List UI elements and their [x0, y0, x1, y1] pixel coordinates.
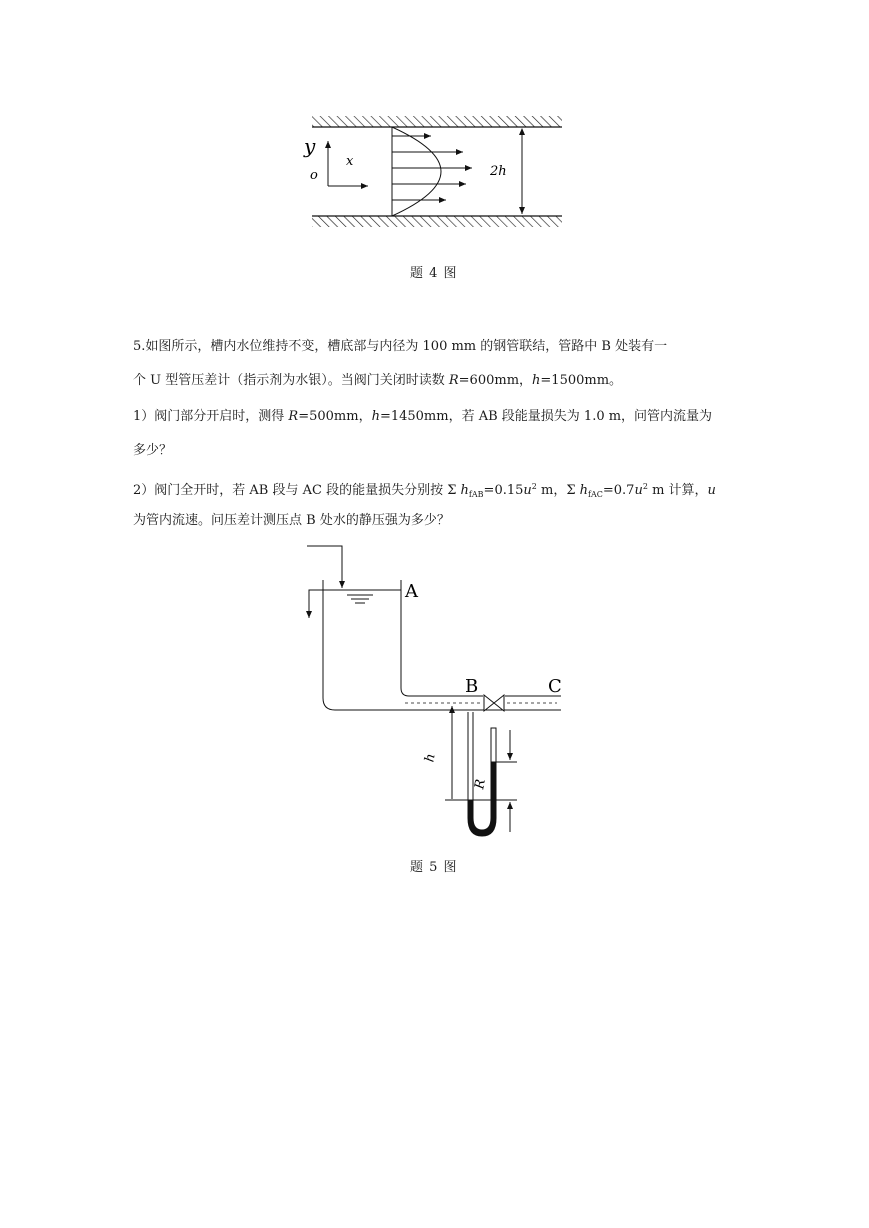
bottom-wall-hatch	[312, 216, 562, 227]
point-B-label: B	[465, 676, 479, 697]
figure-4-caption: 题 4 图	[410, 266, 458, 281]
text-run: 个 U 型管压差计（指示剂为水银）。当阀门关闭时读数	[133, 373, 449, 388]
figure-5-diagram	[295, 540, 575, 845]
text-run: =600mm，	[458, 373, 533, 388]
text-run: 1）阀门部分开启时，测得	[133, 409, 289, 424]
superscript-2: 2	[531, 482, 537, 491]
point-A-label: A	[405, 581, 418, 602]
text-run: =0.15	[483, 483, 524, 498]
text-run: 为管内流速。问压差计测压点 B 处水的静压强为多少？	[133, 513, 450, 528]
origin-label: o	[310, 168, 318, 183]
top-wall-hatch	[312, 116, 562, 127]
R-label: R	[472, 778, 489, 791]
subscript-fAB: fAB	[468, 490, 484, 499]
velocity-profile-curve	[392, 127, 441, 216]
question-2-line-1	[133, 478, 743, 504]
manometer-right-leg	[491, 728, 496, 762]
question-1-line-1	[133, 408, 743, 426]
text-run: m，Σ	[536, 483, 580, 498]
problem-5-line-1	[133, 338, 743, 356]
text-run: =500mm，	[298, 409, 372, 424]
manometer-mercury	[468, 762, 496, 836]
var-h: h	[532, 373, 541, 388]
text-run: 多少？	[133, 443, 173, 458]
problem-5-line-2	[133, 372, 743, 390]
text-run: =1500mm。	[540, 373, 623, 388]
var-R: R	[448, 373, 459, 388]
y-axis-label: y	[304, 134, 316, 158]
x-axis-label: x	[346, 154, 354, 169]
var-hf: h	[579, 483, 589, 498]
var-u: u	[523, 483, 532, 498]
text-run: =1450mm，若 AB 段能量损失为 1.0 m，问管内流量为	[379, 409, 713, 424]
question-1-line-2	[133, 442, 743, 460]
point-C-label: C	[548, 676, 562, 697]
var-h: h	[371, 409, 380, 424]
text-run: m 计算，	[647, 483, 708, 498]
valve-icon	[484, 695, 504, 711]
var-u: u	[707, 483, 716, 498]
problem-5-intro: 5.如图所示，槽内水位维持不变，槽底部与内径为 100 mm 的钢管联结，管路中 B 处装有一	[133, 339, 668, 354]
var-R: R	[288, 409, 299, 424]
text-run: =0.7	[602, 483, 635, 498]
var-u: u	[634, 483, 643, 498]
height-label: 2h	[490, 164, 507, 179]
overflow-pipe	[309, 590, 323, 618]
var-hf: h	[460, 483, 469, 498]
h-label: h	[422, 752, 439, 764]
figure-4-diagram	[300, 105, 580, 240]
text-run: 2）阀门全开时，若 AB 段与 AC 段的能量损失分别按 Σ	[133, 483, 461, 498]
subscript-fAC: fAC	[588, 490, 603, 499]
inflow-pipe	[307, 546, 342, 588]
question-2-line-2	[133, 512, 743, 530]
figure-5-caption: 题 5 图	[410, 860, 458, 875]
superscript-2: 2	[642, 482, 648, 491]
